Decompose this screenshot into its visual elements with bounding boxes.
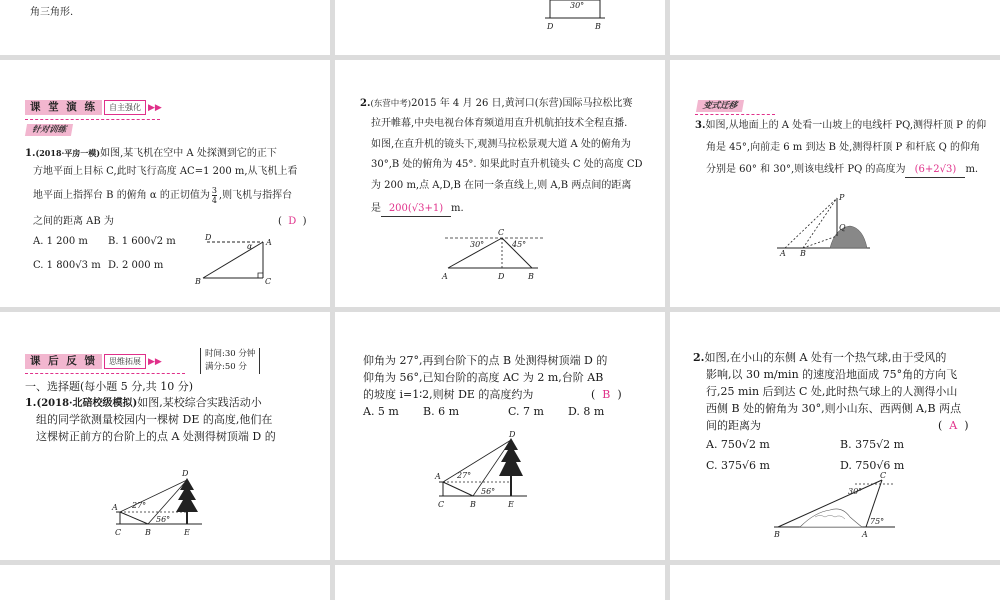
fig-label-b: B [195,277,201,286]
question-line: 影响,以 30 m/min 的速度沿地面成 75°角的方向飞 [706,368,958,381]
option-b: B. 1 600√2 m [108,236,176,247]
fig-label-b: B [774,530,780,539]
option-a: A. 750√2 m [706,438,770,451]
option-a: A. 1 200 m [33,236,88,247]
option-d: D. 8 m [568,405,605,418]
answer-bracket: ( A ) [938,419,969,432]
figure-tree-steps-2 [435,430,535,514]
section-tag: 变式迁移 [696,100,744,112]
answer-bracket: ( B ) [591,388,622,401]
time-limit: 时间:30 分钟 [205,349,256,359]
question-line: 分别是 60° 和 30°,则该电线杆 PQ 的高度为 (6+2√3) m. [706,162,978,178]
figure-balloon-hill [770,472,900,542]
question-line: 3.如图,从地面上的 A 处看一山坡上的电线杆 PQ,测得杆顶 P 的仰 [695,120,987,131]
arrow-icon: ▶▶ [147,102,162,113]
fig-label-e: E [184,528,190,537]
section-tag: 针对训练 [25,124,73,136]
fig-label-30: 30° [848,487,863,496]
question-line: 西侧 B 处的俯角为 30°,则小山东、西两侧 A,B 两点 [706,402,962,415]
fig-label-d: D [498,272,505,281]
question-line: 30°,B 处的俯角为 45°. 如果此时直升机镜头 C 处的高度 CD [371,159,643,170]
question-line: 拉开帷幕,中央电视台体育频道用直升机航拍技术全程直播. [371,118,628,129]
fig-label-a: A [442,272,448,281]
fig-label-a: A [435,472,441,481]
fig-label-56: 56° [481,487,496,496]
fig-label-b: B [800,249,806,258]
question-line: 组的同学欲测量校园内一棵树 DE 的高度,他们在 [36,413,273,426]
question-line: 之间的距离 AB 为 [33,216,114,227]
fig-label-c: C [115,528,122,537]
figure-pole-hill [775,190,875,258]
fig-label-30: 30° [470,240,485,249]
question-line: 方地平面上目标 C,此时飞行高度 AC=1 200 m,从飞机上看 [33,166,298,177]
time-score-box [200,348,260,374]
page-bottom-right [670,565,1000,600]
banner-subtitle: 思维拓展 [104,354,146,369]
fig-label-b: B [595,22,601,31]
fig-label-45: 45° [512,240,527,249]
arrow-icon: ▶▶ [147,356,162,367]
question-line: 这棵树正前方的台阶上的点 A 处测得树顶端 D 的 [36,430,276,443]
fig-label-27: 27° [457,471,472,480]
page-top-right [670,0,1000,55]
page-question-1-cont [335,312,665,560]
fig-label-75: 75° [870,517,885,526]
question-line: 角是 45°,向前走 6 m 到达 B 处,测得杆顶 P 和杆底 Q 的仰角 [706,142,980,153]
page-after-class [0,312,330,560]
fig-label-c: C [438,500,445,509]
option-b: B. 375√2 m [840,438,905,451]
banner-classroom [25,100,162,115]
option-d: D. 2 000 m [108,260,164,271]
question-line: 1.(2018·平房一模)如图,某飞机在空中 A 处探测到它的正下 [25,148,277,159]
question-line: 地平面上指挥台 B 的俯角 α 的正切值为 $\frac{3}{4}$ ,则飞机与指挥台 [33,186,293,205]
banner-after-class [25,354,162,369]
question-line: 2.(东营中考)2015 年 4 月 26 日,黄河口(东营)国际马拉松比赛 [360,98,633,109]
divider [695,114,775,115]
fig-label-b: B [145,528,151,537]
option-c: C. 375√6 m [706,459,770,472]
option-a: A. 5 m [363,405,399,418]
figure-plane-triangle [195,232,285,287]
page-top-left [0,0,330,55]
fig-label-d: D [205,233,212,242]
fig-label-a: A [862,530,868,539]
question-line: 的坡度 i=1∶2,则树 DE 的高度约为 [363,388,534,401]
option-c: C. 1 800√3 m [33,260,101,271]
question-line: 是 200(√3+1) m. [371,201,464,217]
section-heading: 一、选择题(每小题 5 分,共 10 分) [25,380,194,393]
page-classroom-practice [0,60,330,307]
question-line: 仰角为 27°,再到台阶下的点 B 处测得树顶端 D 的 [363,354,608,367]
fig-label-q: Q [839,223,846,232]
fig-label-56: 56° [156,515,171,524]
fig-label-c: C [880,471,887,480]
fig-label-a: A [112,503,118,512]
page-variant [670,60,1000,307]
question-line: 仰角为 56°,已知台阶的高度 AC 为 2 m,台阶 AB [363,371,604,384]
page-top-middle [335,0,665,55]
answer-bracket: ( D ) [278,216,307,227]
fig-label-alpha: α [247,242,253,251]
divider [25,373,185,374]
figure-tree-steps-1 [112,469,207,547]
fig-label-c: C [265,277,272,286]
fig-label-p: P [839,193,845,202]
divider [25,119,160,120]
page-question-2-balloon [670,312,1000,560]
page-bottom-left [0,565,330,600]
fig-label-d: D [509,430,516,439]
option-b: B. 6 m [423,405,460,418]
question-line: 行,25 min 后到达 C 处,此时热气球上的人测得小山 [706,385,958,398]
fig-label-a: A [266,238,272,247]
question-line: 如图,在直升机的镜头下,观测马拉松景观大道 A 处的俯角为 [371,139,631,150]
question-line: 2.如图,在小山的东侧 A 处有一个热气球,由于受风的 [693,351,947,364]
fig-label-b: B [470,500,476,509]
fig-label-c: C [498,228,505,237]
figure-triangle-top [535,0,615,40]
fig-label-a: A [780,249,786,258]
fig-label-d: D [547,22,554,31]
fig-label-angle: 30° [570,1,585,10]
fig-label-d: D [182,469,189,478]
banner-title: 课 后 反 馈 [25,354,102,369]
figure-helicopter [440,228,550,280]
option-c: C. 7 m [508,405,544,418]
question-line: 1.(2018·北碚校级模拟)如图,某校综合实践活动小 [25,396,262,409]
text-line: 角三角形. [30,7,74,18]
page-question-2 [335,60,665,307]
banner-subtitle: 自主强化 [104,100,146,115]
question-line: 为 200 m,点 A,D,B 在同一条直线上,则 A,B 两点间的距离 [371,180,632,191]
fig-label-e: E [508,500,514,509]
banner-title: 课 堂 演 练 [25,100,102,115]
option-d: D. 750√6 m [840,459,905,472]
page-bottom-middle [335,565,665,600]
fig-label-27: 27° [132,501,147,510]
fig-label-b: B [528,272,534,281]
full-score: 满分:50 分 [205,362,247,372]
question-line: 间的距离为 [706,419,761,432]
